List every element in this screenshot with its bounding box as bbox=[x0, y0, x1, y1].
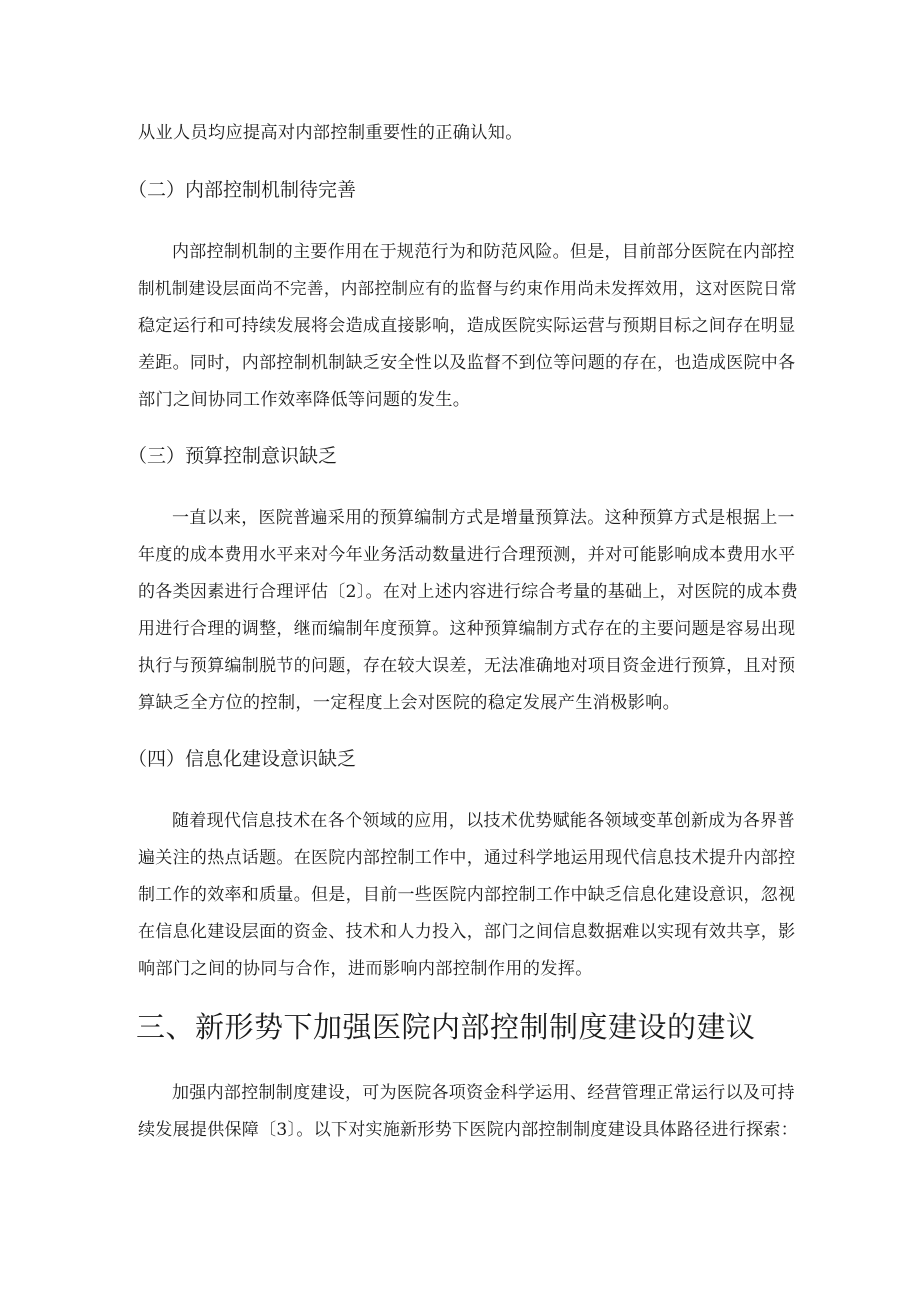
paragraph-line: 年度的成本费用水平来对今年业务活动数量进行合理预测，并对可能影响成本费用水平 bbox=[138, 545, 796, 565]
paragraph-line: 用进行合理的调整，继而编制年度预算。这种预算编制方式存在的主要问题是容易出现 bbox=[138, 619, 796, 639]
paragraph-line: 随着现代信息技术在各个领域的应用，以技术优势赋能各领域变革创新成为各界普 bbox=[172, 811, 795, 831]
paragraph-line: 内部控制机制的主要作用在于规范行为和防范风险。但是，目前部分医院在内部控 bbox=[172, 242, 795, 262]
paragraph-line: 部门之间协同工作效率降低等问题的发生。 bbox=[138, 390, 471, 410]
paragraph-line: 一直以来，医院普遍采用的预算编制方式是增量预算法。这种预算方式是根据上一 bbox=[172, 508, 795, 528]
section4-heading: （四）信息化建设意识缺乏 bbox=[128, 748, 357, 770]
paragraph-line: 加强内部控制制度建设，可为医院各项资金科学运用、经营管理正常运行以及可持 bbox=[172, 1083, 795, 1103]
part3-heading: 三、新形势下加强医院内部控制制度建设的建议 bbox=[136, 1010, 756, 1044]
intro-closing-line: 从业人员均应提高对内部控制重要性的正确认知。 bbox=[138, 123, 523, 143]
section2-heading: （二）内部控制机制待完善 bbox=[128, 179, 357, 201]
paragraph-line: 遍关注的热点话题。在医院内部控制工作中，通过科学地运用现代信息技术提升内部控 bbox=[138, 848, 796, 868]
paragraph-line: 制机制建设层面尚不完善，内部控制应有的监督与约束作用尚未发挥效用，这对医院日常 bbox=[138, 279, 797, 298]
paragraph-line: 的各类因素进行合理评估〔2〕。在对上述内容进行综合考量的基础上，对医院的成本费 bbox=[138, 582, 799, 602]
paragraph-line: 差距。同时，内部控制机制缺乏安全性以及监督不到位等问题的存在，也造成医院中各 bbox=[138, 353, 796, 373]
paragraph-line: 制工作的效率和质量。但是，目前一些医院内部控制工作中缺乏信息化建设意识，忽视 bbox=[138, 885, 796, 905]
section3-heading: （三）预算控制意识缺乏 bbox=[128, 445, 338, 467]
paragraph-line: 续发展提供保障〔3〕。以下对实施新形势下医院内部控制制度建设具体路径进行探索： bbox=[138, 1120, 799, 1140]
paragraph-line: 稳定运行和可持续发展将会造成直接影响，造成医院实际运营与预期目标之间存在明显 bbox=[138, 316, 796, 336]
paragraph-line: 响部门之间的协同与合作，进而影响内部控制作用的发挥。 bbox=[138, 959, 593, 979]
paragraph-line: 算缺乏全方位的控制，一定程度上会对医院的稳定发展产生消极影响。 bbox=[138, 693, 681, 713]
paragraph-line: 执行与预算编制脱节的问题，存在较大误差，无法准确地对项目资金进行预算，且对预 bbox=[138, 656, 796, 676]
paragraph-line: 在信息化建设层面的资金、技术和人力投入，部门之间信息数据难以实现有效共享，影 bbox=[138, 922, 796, 942]
